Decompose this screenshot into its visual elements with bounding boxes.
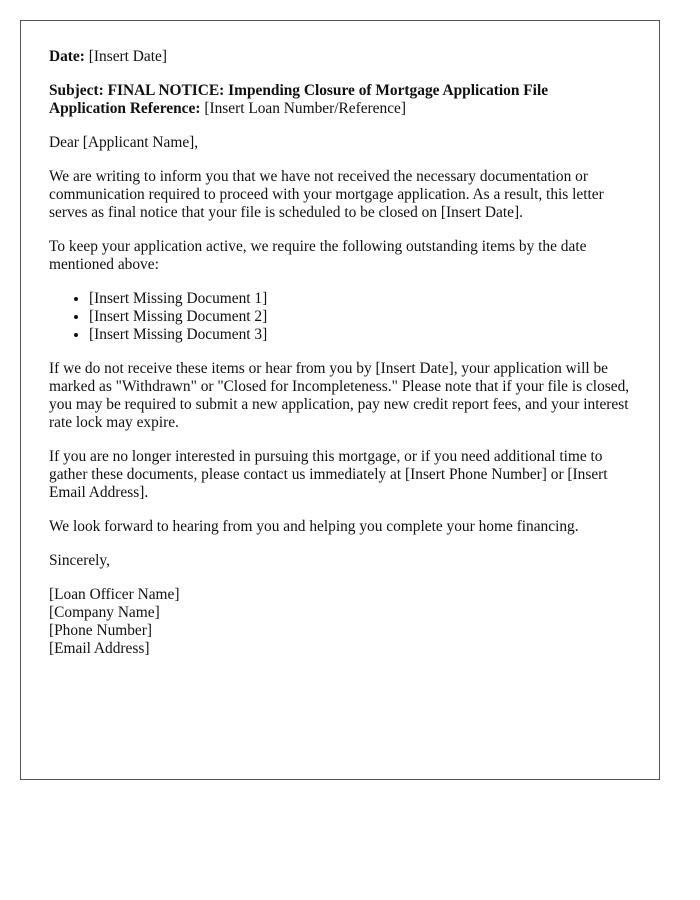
date-label: Date:: [49, 48, 85, 65]
subject-block: [49, 82, 631, 118]
signature-company: [Company Name]: [49, 604, 160, 621]
reference-line: [49, 100, 631, 118]
reference-label: Application Reference:: [49, 100, 201, 117]
body-paragraph-4: If you are no longer interested in pursuing this mortgage, or if you need additional time to gather these documents, please contact us immediately at [Insert Phone Number] or [Insert Email Address].: [49, 448, 608, 501]
body-paragraph-3: If we do not receive these items or hear from you by [Insert Date], your application will be marked as "Withdrawn" or "Closed for Incompleteness." Please note that if your file is closed, you may be required to submit a new application, pay new credit report fees, and your interest rate lock may expire.: [49, 360, 630, 431]
body-paragraph-5: We look forward to hearing from you and helping you complete your home financing.: [49, 518, 579, 535]
closing: Sincerely,: [49, 552, 110, 569]
missing-documents-list: [49, 290, 631, 344]
signature-name: [Loan Officer Name]: [49, 586, 180, 603]
missing-document-item: • [Insert Missing Document 1]: [89, 290, 631, 308]
signature-email: [Email Address]: [49, 640, 150, 657]
signature-phone: [Phone Number]: [49, 622, 153, 639]
signature-block: [49, 586, 631, 658]
salutation: Dear [Applicant Name],: [49, 134, 199, 151]
missing-document-item: • [Insert Missing Document 3]: [89, 326, 631, 344]
reference-value: [Insert Loan Number/Reference]: [204, 100, 406, 117]
date-value: [Insert Date]: [88, 48, 167, 65]
missing-document-item: • [Insert Missing Document 2]: [89, 308, 631, 326]
date-line: [49, 48, 631, 66]
letter-page: [20, 20, 660, 780]
body-paragraph-2: To keep your application active, we require the following outstanding items by the date mentioned above:: [49, 238, 587, 273]
subject-line: Subject: FINAL NOTICE: Impending Closure of Mortgage Application File: [49, 82, 549, 99]
body-paragraph-1: We are writing to inform you that we have not received the necessary documentation or communication required to proceed with your mortgage application. As a result, this letter serves as final notice that your file is scheduled to be closed on [Insert Date].: [49, 168, 604, 221]
